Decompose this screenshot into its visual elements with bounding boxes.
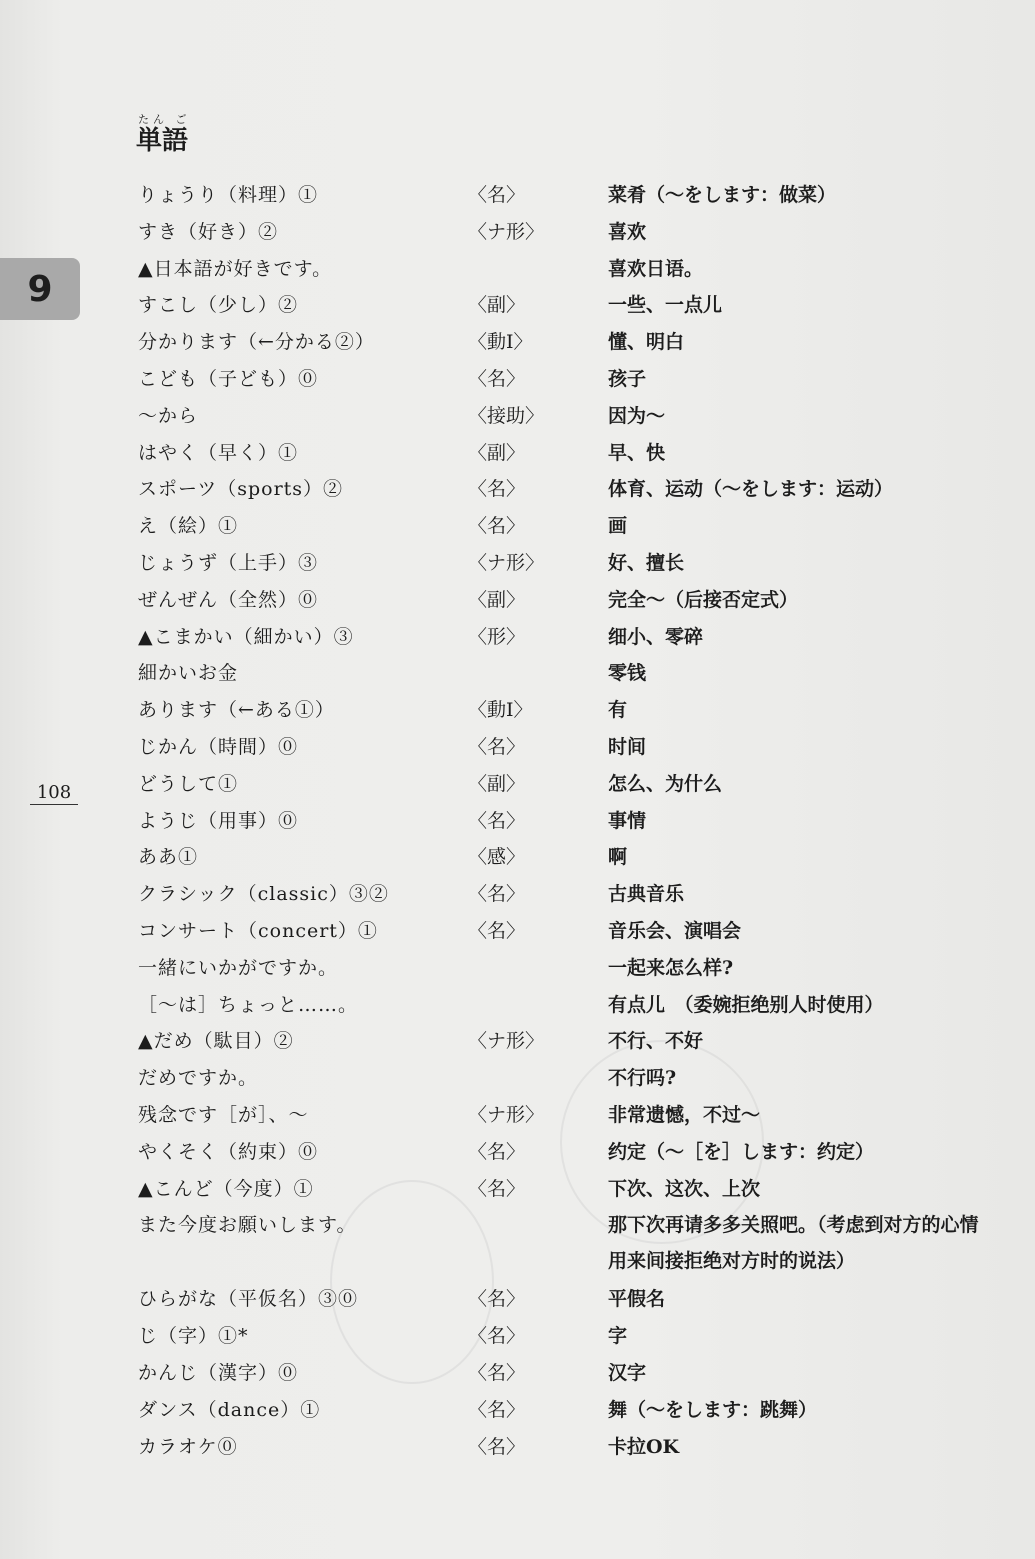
vocab-part-of-speech: 〈感〉 bbox=[468, 846, 526, 869]
vocab-meaning: 卡拉OK bbox=[608, 1435, 680, 1458]
vocab-term: スポーツ（sports）② bbox=[138, 478, 344, 501]
vocab-entry bbox=[138, 287, 998, 324]
vocab-meaning: 怎么、为什么 bbox=[608, 772, 723, 795]
vocab-meaning: 事情 bbox=[608, 809, 647, 832]
vocab-meaning: 好、擅长 bbox=[608, 551, 685, 574]
vocab-meaning: 早、快 bbox=[608, 441, 666, 464]
heading-title: 単語 bbox=[136, 126, 189, 156]
vocab-part-of-speech: 〈ナ形〉 bbox=[468, 1103, 545, 1126]
vocab-term: クラシック（classic）③② bbox=[138, 883, 389, 906]
vocab-term: 細かいお金 bbox=[138, 662, 239, 685]
vocab-part-of-speech: 〈名〉 bbox=[468, 1361, 526, 1384]
vocab-entry bbox=[138, 582, 998, 619]
vocab-entry bbox=[138, 177, 998, 214]
vocab-meaning: 完全～（后接否定式） bbox=[608, 588, 799, 611]
vocab-term: え（絵）① bbox=[138, 515, 239, 538]
vocab-term: ［～は］ちょっと……。 bbox=[138, 993, 359, 1016]
vocab-entry bbox=[138, 435, 998, 472]
vocab-part-of-speech: 〈名〉 bbox=[468, 1435, 526, 1458]
vocab-part-of-speech: 〈副〉 bbox=[468, 588, 526, 611]
vocab-entry bbox=[138, 1429, 998, 1466]
vocab-meaning: 不行、不好 bbox=[608, 1030, 704, 1053]
vocab-part-of-speech: 〈名〉 bbox=[468, 919, 526, 942]
vocab-entry bbox=[138, 950, 998, 987]
vocab-meaning: 古典音乐 bbox=[608, 883, 685, 906]
vocab-part-of-speech: 〈名〉 bbox=[468, 184, 526, 206]
vocab-entry bbox=[138, 1023, 998, 1060]
vocab-entry bbox=[138, 876, 998, 913]
vocab-part-of-speech: 〈名〉 bbox=[468, 478, 526, 501]
vocab-term: どうして① bbox=[138, 772, 239, 795]
vocab-entry bbox=[138, 913, 998, 950]
vocab-term: ようじ（用事）⓪ bbox=[138, 809, 299, 832]
vocab-meaning: 有 bbox=[608, 699, 628, 722]
vocab-term: ～から bbox=[138, 404, 199, 427]
vocab-part-of-speech: 〈名〉 bbox=[468, 883, 526, 906]
vocab-meaning: 懂、明白 bbox=[608, 331, 685, 354]
vocab-term: コンサート（concert）① bbox=[138, 919, 378, 942]
vocab-entry bbox=[138, 729, 998, 766]
vocab-term: ひらがな（平仮名）③⓪ bbox=[138, 1288, 359, 1311]
vocab-part-of-speech: 〈動Ⅰ〉 bbox=[468, 699, 533, 722]
vocab-meaning: 时间 bbox=[608, 735, 647, 758]
vocab-part-of-speech: 〈ナ形〉 bbox=[468, 551, 545, 574]
vocab-term: ▲だめ（駄目）② bbox=[138, 1030, 294, 1053]
vocab-part-of-speech: 〈名〉 bbox=[468, 809, 526, 832]
vocab-term: ぜんぜん（全然）⓪ bbox=[138, 588, 319, 611]
vocab-entry bbox=[138, 803, 998, 840]
vocab-entry bbox=[138, 1171, 998, 1208]
vocab-part-of-speech: 〈副〉 bbox=[468, 772, 526, 795]
vocab-meaning: 一些、一点儿 bbox=[608, 294, 723, 317]
vocab-meaning: 字 bbox=[608, 1325, 628, 1348]
vocab-part-of-speech: 〈名〉 bbox=[468, 1288, 526, 1311]
vocab-meaning: 有点儿 （委婉拒绝别人时使用） bbox=[608, 993, 884, 1016]
vocab-entry bbox=[138, 508, 998, 545]
vocab-meaning: 一起来怎么样? bbox=[608, 956, 734, 979]
vocab-entry bbox=[138, 987, 998, 1024]
vocab-part-of-speech: 〈名〉 bbox=[468, 1140, 526, 1163]
vocab-part-of-speech: 〈副〉 bbox=[468, 441, 526, 464]
vocab-meaning: 汉字 bbox=[608, 1361, 647, 1384]
vocab-part-of-speech: 〈ナ形〉 bbox=[468, 1030, 545, 1053]
vocab-meaning: 喜欢日语。 bbox=[608, 257, 704, 280]
heading-ruby: たん ご bbox=[138, 113, 191, 126]
vocab-term: すき（好き）② bbox=[138, 220, 279, 243]
vocab-meaning: 下次、这次、上次 bbox=[608, 1177, 761, 1200]
vocab-meaning: 孩子 bbox=[608, 367, 647, 390]
vocab-part-of-speech: 〈名〉 bbox=[468, 1398, 526, 1421]
vocab-entry bbox=[138, 1060, 998, 1097]
vocab-term: すこし（少し）② bbox=[138, 294, 299, 317]
vocab-term: ▲こまかい（細かい）③ bbox=[138, 625, 354, 648]
vocabulary-list bbox=[138, 177, 998, 1465]
vocab-meaning: 舞（～をします：跳舞） bbox=[608, 1398, 818, 1421]
vocab-term: はやく（早く）① bbox=[138, 441, 299, 464]
vocab-term: こども（子ども）⓪ bbox=[138, 367, 319, 390]
vocab-entry bbox=[138, 766, 998, 803]
vocab-entry bbox=[138, 324, 998, 361]
vocab-entry bbox=[138, 619, 998, 656]
vocab-term: じかん（時間）⓪ bbox=[138, 735, 299, 758]
vocab-entry bbox=[138, 398, 998, 435]
vocab-entry bbox=[138, 1097, 998, 1134]
vocab-term: 残念です［が］、～ bbox=[138, 1103, 309, 1126]
vocab-part-of-speech: 〈名〉 bbox=[468, 367, 526, 390]
vocab-entry bbox=[138, 361, 998, 398]
vocab-term: かんじ（漢字）⓪ bbox=[138, 1361, 299, 1384]
vocab-part-of-speech: 〈ナ形〉 bbox=[468, 220, 545, 243]
vocab-part-of-speech: 〈名〉 bbox=[468, 1177, 526, 1200]
vocab-entry bbox=[138, 1392, 998, 1429]
section-heading bbox=[136, 114, 191, 156]
vocab-entry bbox=[138, 1355, 998, 1392]
vocab-entry bbox=[138, 692, 998, 729]
vocab-meaning: 体育、运动（～をします：运动） bbox=[608, 478, 894, 501]
vocab-term: ▲こんど（今度）① bbox=[138, 1177, 314, 1200]
vocab-meaning: 不行吗? bbox=[608, 1067, 677, 1090]
vocab-part-of-speech: 〈形〉 bbox=[468, 625, 526, 648]
vocab-term: やくそく（約束）⓪ bbox=[138, 1140, 319, 1163]
vocab-part-of-speech: 〈動Ⅰ〉 bbox=[468, 331, 533, 354]
vocab-meaning: 细小、零碎 bbox=[608, 625, 704, 648]
vocab-entry bbox=[138, 214, 998, 251]
vocab-entry bbox=[138, 471, 998, 508]
vocab-entry bbox=[138, 655, 998, 692]
vocab-meaning: 约定（～［を］します：约定） bbox=[608, 1140, 875, 1163]
vocab-term: ▲日本語が好きです。 bbox=[138, 257, 333, 280]
vocab-entry bbox=[138, 1207, 998, 1281]
vocab-meaning: 画 bbox=[608, 515, 628, 538]
vocab-part-of-speech: 〈名〉 bbox=[468, 1325, 526, 1348]
page-number: 108 bbox=[30, 782, 78, 805]
chapter-number: 9 bbox=[27, 268, 53, 310]
vocab-term: ああ① bbox=[138, 846, 199, 869]
vocab-part-of-speech: 〈接助〉 bbox=[468, 404, 545, 427]
vocab-term: りょうり（料理）① bbox=[138, 184, 319, 206]
chapter-tab bbox=[0, 258, 80, 320]
vocab-meaning: 那下次再请多多关照吧。（考虑到对方的心情用来间接拒绝对方时的说法） bbox=[608, 1214, 979, 1273]
vocab-entry bbox=[138, 839, 998, 876]
vocab-meaning: 平假名 bbox=[608, 1288, 666, 1311]
vocab-term: また今度お願いします。 bbox=[138, 1214, 357, 1237]
vocab-part-of-speech: 〈名〉 bbox=[468, 735, 526, 758]
vocab-meaning: 因为～ bbox=[608, 404, 666, 427]
vocab-meaning: 音乐会、演唱会 bbox=[608, 919, 742, 942]
vocab-entry bbox=[138, 545, 998, 582]
vocab-meaning: 菜肴（～をします：做菜） bbox=[608, 184, 837, 206]
vocab-entry bbox=[138, 1281, 998, 1318]
vocab-term: 分かります（←分かる②） bbox=[138, 331, 375, 354]
vocab-part-of-speech: 〈副〉 bbox=[468, 294, 526, 317]
vocab-term: ダンス（dance）① bbox=[138, 1398, 321, 1421]
vocab-meaning: 啊 bbox=[608, 846, 628, 869]
vocab-term: だめですか。 bbox=[138, 1067, 259, 1090]
vocab-entry bbox=[138, 1318, 998, 1355]
vocab-part-of-speech: 〈名〉 bbox=[468, 515, 526, 538]
vocab-term: カラオケ⓪ bbox=[138, 1435, 238, 1458]
vocab-entry bbox=[138, 251, 998, 288]
vocab-meaning: 喜欢 bbox=[608, 220, 647, 243]
vocab-term: じょうず（上手）③ bbox=[138, 551, 319, 574]
vocab-meaning: 零钱 bbox=[608, 662, 647, 685]
vocab-entry bbox=[138, 1134, 998, 1171]
vocab-term: あります（←ある①） bbox=[138, 699, 335, 722]
vocab-term: 一緒にいかがですか。 bbox=[138, 956, 339, 979]
vocab-meaning: 非常遗憾，不过～ bbox=[608, 1103, 761, 1126]
vocab-term: じ（字）①* bbox=[138, 1325, 249, 1348]
